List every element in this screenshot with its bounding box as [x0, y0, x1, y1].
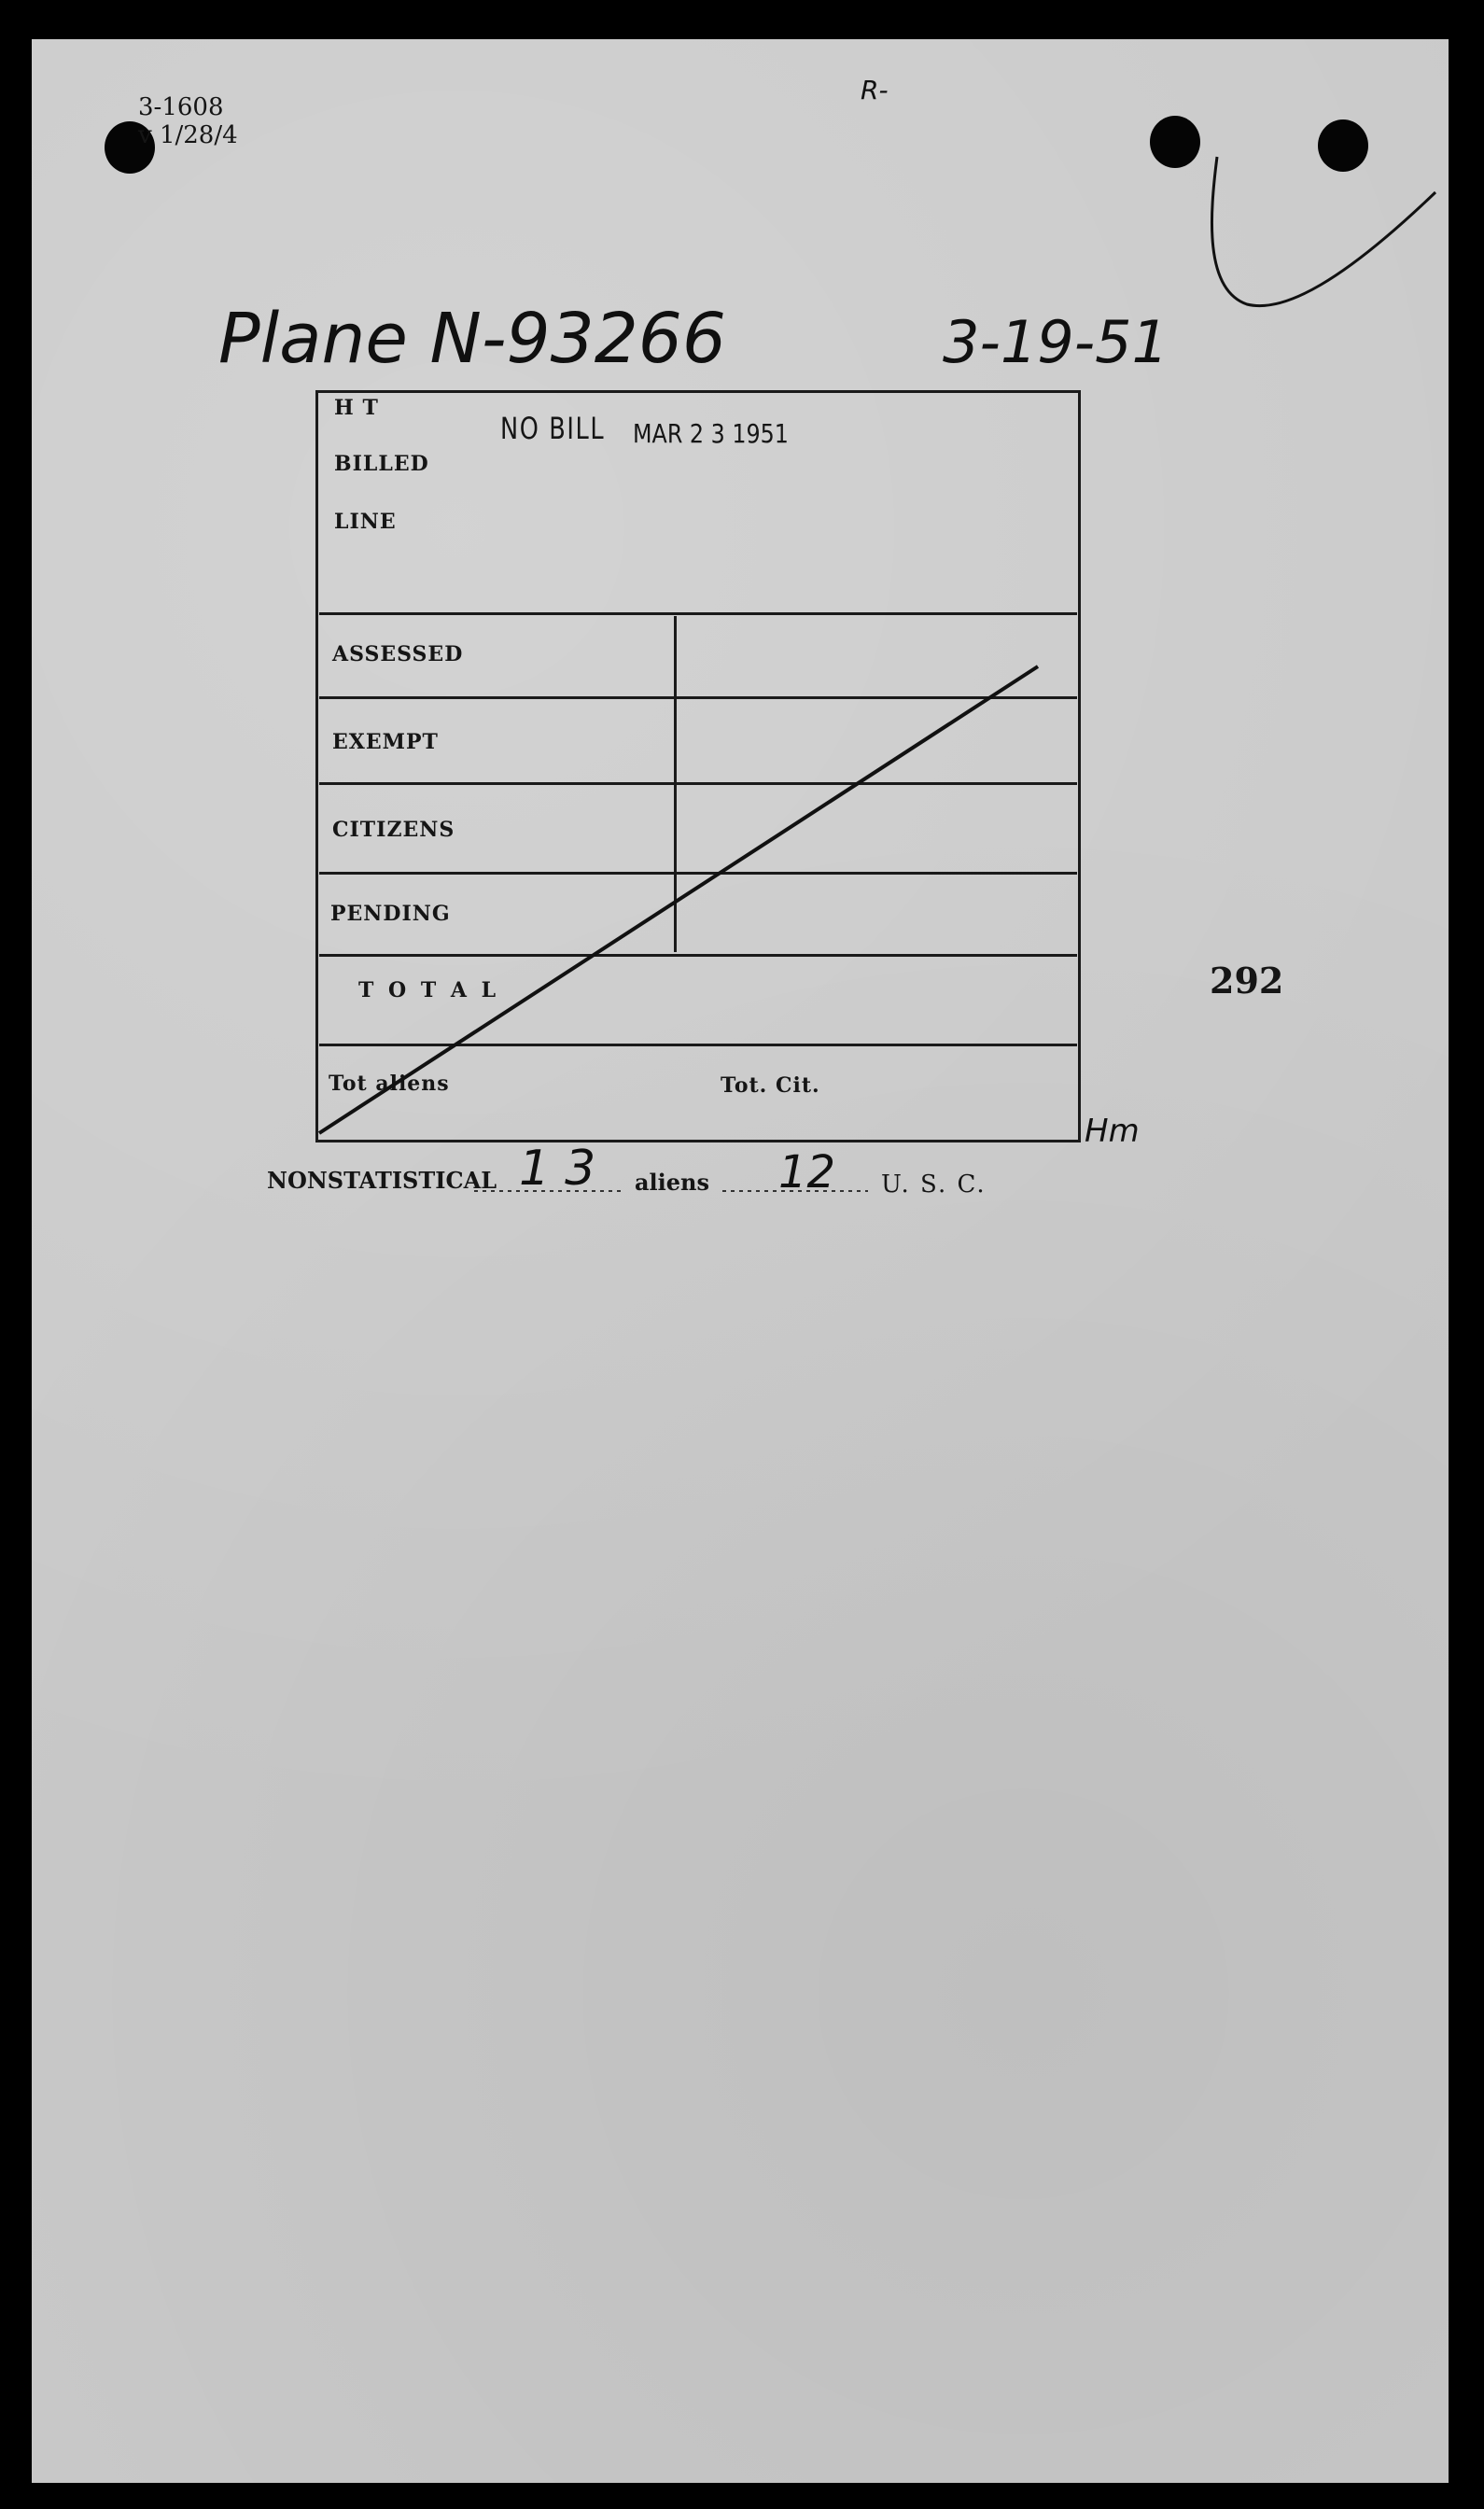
- form-number: 3-1608: [138, 93, 224, 121]
- nonstatistical-aliens-value: 13: [519, 1141, 611, 1197]
- top-mark: R-: [861, 75, 889, 105]
- cancel-stroke: [319, 666, 1038, 1133]
- label-citizens: CITIZENS: [332, 818, 455, 842]
- usc-label: U. S. C.: [881, 1170, 987, 1198]
- label-exempt: EXEMPT: [332, 730, 439, 754]
- label-pending: PENDING: [330, 902, 451, 926]
- label-billed: BILLED: [334, 452, 429, 476]
- page-number: 292: [1210, 960, 1284, 1002]
- label-total: T O T A L: [358, 978, 500, 1002]
- stamp-date: MAR 2 3 1951: [633, 418, 789, 449]
- plane-number: Plane N-93266: [218, 299, 726, 379]
- label-tot-aliens: Tot aliens: [329, 1072, 450, 1096]
- nonstatistical-usc-value: 12: [778, 1146, 836, 1198]
- label-tot-cit: Tot. Cit.: [721, 1073, 820, 1098]
- label-ht: H T: [334, 396, 379, 420]
- aliens-label: aliens: [635, 1169, 710, 1196]
- label-line: LINE: [334, 510, 397, 534]
- label-assessed: ASSESSED: [332, 642, 464, 666]
- no-bill-stamp: NO BILL: [500, 411, 606, 446]
- nonstatistical-label: NONSTATISTICAL: [267, 1167, 497, 1194]
- handwritten-date: 3-19-51: [943, 308, 1169, 376]
- initials: Hm: [1085, 1113, 1140, 1150]
- corner-pen-mark: [1211, 157, 1435, 306]
- form-revision: v 1/28/4: [138, 121, 238, 149]
